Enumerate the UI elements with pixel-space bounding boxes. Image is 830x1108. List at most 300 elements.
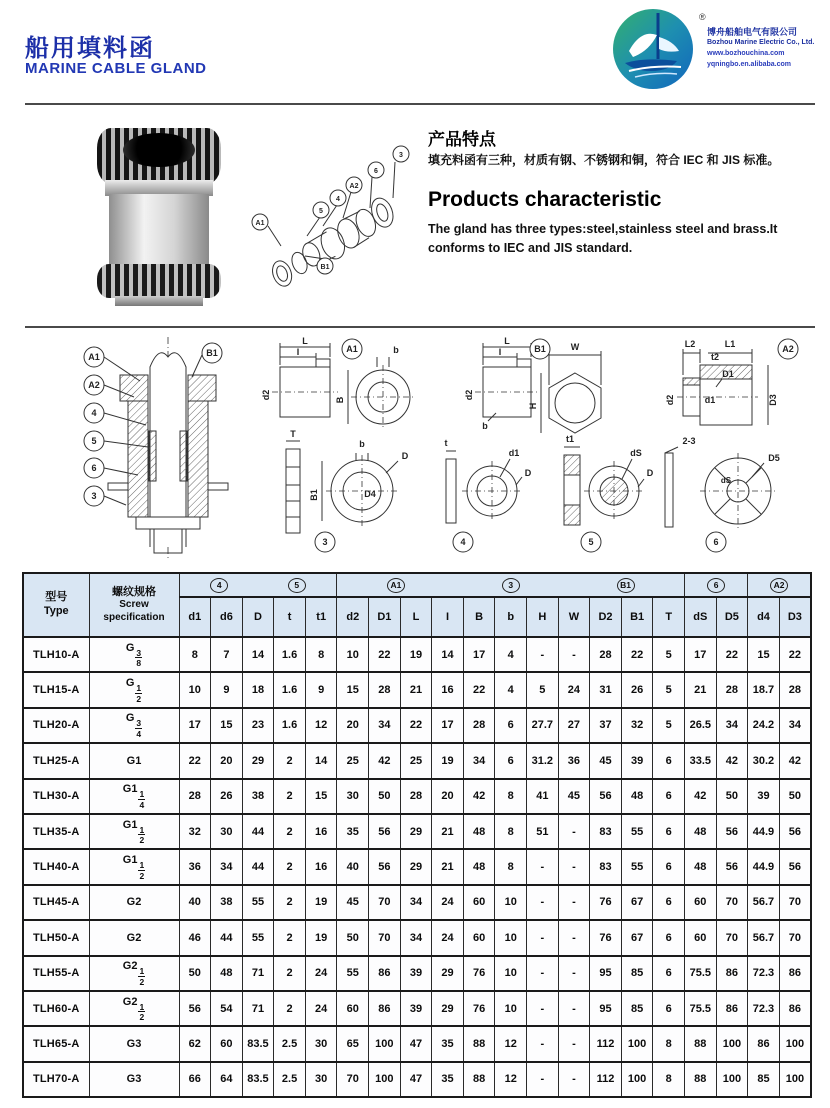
exploded-label-b1: B1 [320, 264, 330, 271]
cell-B1: 39 [621, 743, 653, 778]
cell-d4: 56.7 [748, 920, 780, 955]
group-label-4: 4 [210, 578, 228, 593]
header-screw-spec [89, 573, 179, 637]
cell-T: 6 [653, 920, 685, 955]
callout-6: 6 [91, 463, 97, 473]
cell-d6: 15 [211, 708, 243, 743]
cell-D5: 50 [716, 779, 748, 814]
cell-B: 17 [463, 637, 495, 672]
cell-t1: 19 [305, 920, 337, 955]
table-row [23, 991, 811, 1026]
cell-L: 39 [400, 991, 432, 1026]
cell-B: 42 [463, 779, 495, 814]
cell-d1: 50 [179, 956, 211, 991]
group-label-a1: A1 [387, 578, 405, 593]
column-header-T: T [653, 597, 685, 637]
cell-D1: 50 [369, 779, 401, 814]
cell-D5: 100 [716, 1062, 748, 1097]
cell-D5: 100 [716, 1026, 748, 1061]
cell-L: 19 [400, 637, 432, 672]
cell-d1: 62 [179, 1026, 211, 1061]
cell-D5: 34 [716, 708, 748, 743]
column-header-d2: d2 [337, 597, 369, 637]
cell-D: 23 [242, 708, 274, 743]
cell-d4: 39 [748, 779, 780, 814]
cell-d2: 25 [337, 743, 369, 778]
tag-5: 5 [588, 537, 594, 547]
cell-L: 47 [400, 1062, 432, 1097]
cell-screw-spec: G2 $\frac{1}{2}$ [89, 991, 179, 1026]
company-info [707, 27, 825, 70]
cell-D3: 50 [779, 779, 811, 814]
photo-top-hole [123, 133, 195, 167]
cell-dS: 17 [685, 637, 717, 672]
exploded-label-4: 4 [336, 196, 340, 203]
cell-B1: 67 [621, 920, 653, 955]
cell-d2: 15 [337, 672, 369, 707]
cell-t: 2 [274, 743, 306, 778]
cell-B: 88 [463, 1026, 495, 1061]
column-header-D3: D3 [779, 597, 811, 637]
cell-I: 20 [432, 779, 464, 814]
cell-D2: 37 [590, 708, 622, 743]
cell-D1: 70 [369, 885, 401, 920]
table-row [23, 637, 811, 672]
callout-b1: B1 [206, 348, 218, 358]
dim-b1-W: W [570, 342, 580, 352]
table-row [23, 1026, 811, 1061]
table-row [23, 672, 811, 707]
cell-W: 27 [558, 708, 590, 743]
cell-d2: 20 [337, 708, 369, 743]
cell-t1: 24 [305, 956, 337, 991]
column-header-dS: dS [685, 597, 717, 637]
cell-D1: 100 [369, 1062, 401, 1097]
cell-dS: 48 [685, 814, 717, 849]
cell-b: 10 [495, 991, 527, 1026]
exploded-label-a1: A1 [255, 220, 265, 227]
cell-d6: 34 [211, 849, 243, 884]
dim-a2-D3: D3 [768, 394, 778, 406]
column-header-D1: D1 [369, 597, 401, 637]
cell-D: 83.5 [242, 1026, 274, 1061]
cell-D2: 45 [590, 743, 622, 778]
column-header-t1: t1 [305, 597, 337, 637]
cell-B: 22 [463, 672, 495, 707]
cell-type: TLH40-A [23, 849, 89, 884]
cell-I: 17 [432, 708, 464, 743]
cell-H: - [527, 956, 559, 991]
cell-I: 16 [432, 672, 464, 707]
cell-screw-spec: G1 $\frac{1}{2}$ [89, 849, 179, 884]
column-header-d6: d6 [211, 597, 243, 637]
dim-5-t1: t1 [565, 434, 575, 444]
cell-screw-spec: G3 [89, 1026, 179, 1061]
cell-B: 34 [463, 743, 495, 778]
cell-type: TLH35-A [23, 814, 89, 849]
cell-d4: 18.7 [748, 672, 780, 707]
column-header-D: D [242, 597, 274, 637]
cell-b: 8 [495, 849, 527, 884]
cell-type: TLH50-A [23, 920, 89, 955]
dim-6-D5: D5 [768, 453, 780, 463]
column-header-W: W [558, 597, 590, 637]
cell-D2: 112 [590, 1026, 622, 1061]
cell-d2: 65 [337, 1026, 369, 1061]
cell-type: TLH10-A [23, 637, 89, 672]
cell-B: 48 [463, 814, 495, 849]
cell-I: 19 [432, 743, 464, 778]
company-logo [611, 7, 695, 91]
cell-d2: 35 [337, 814, 369, 849]
cell-d4: 85 [748, 1062, 780, 1097]
cell-d4: 72.3 [748, 991, 780, 1026]
dim-3-B1: B1 [309, 489, 319, 501]
cell-t: 2.5 [274, 1062, 306, 1097]
spec-table [22, 572, 812, 1098]
dim-b1-H: H [528, 402, 538, 410]
cell-B: 76 [463, 991, 495, 1026]
cell-d1: 32 [179, 814, 211, 849]
column-header-D5: D5 [716, 597, 748, 637]
dim-b1-b: b [482, 421, 488, 431]
cell-T: 6 [653, 991, 685, 1026]
column-header-d1: d1 [179, 597, 211, 637]
cell-H: - [527, 1062, 559, 1097]
cell-D1: 28 [369, 672, 401, 707]
header-screw-zh: 螺纹规格 [112, 585, 156, 598]
registered-trademark: ® [699, 12, 706, 22]
cell-H: - [527, 991, 559, 1026]
assembly-section-drawing [84, 337, 228, 559]
cell-d4: 24.2 [748, 708, 780, 743]
cell-t: 2 [274, 920, 306, 955]
cell-dS: 48 [685, 849, 717, 884]
cell-t1: 24 [305, 991, 337, 1026]
callout-4: 4 [91, 408, 97, 418]
cell-screw-spec: G2 [89, 920, 179, 955]
exploded-callouts [252, 146, 409, 274]
tag-a1: A1 [346, 344, 358, 354]
logo-circle-icon [613, 9, 693, 89]
cell-D5: 86 [716, 956, 748, 991]
cell-t: 2.5 [274, 1026, 306, 1061]
cell-W: - [558, 637, 590, 672]
dim-4-d1: d1 [508, 448, 520, 458]
cell-B1: 26 [621, 672, 653, 707]
dim-a2-D1: D1 [722, 369, 734, 379]
cell-d1: 46 [179, 920, 211, 955]
group-label-3: 3 [502, 578, 520, 593]
view-a2-drawing [677, 339, 798, 425]
callout-a1: A1 [88, 352, 100, 362]
dim-a2-t2: t2 [710, 352, 720, 362]
cell-L: 47 [400, 1026, 432, 1061]
header-screw-en1: Screw [119, 599, 149, 611]
cell-L: 25 [400, 743, 432, 778]
cell-b: 6 [495, 743, 527, 778]
cell-I: 24 [432, 920, 464, 955]
cell-I: 29 [432, 956, 464, 991]
cell-L: 34 [400, 885, 432, 920]
callout-5: 5 [91, 436, 97, 446]
cell-d6: 64 [211, 1062, 243, 1097]
cell-D2: 31 [590, 672, 622, 707]
cell-type: TLH70-A [23, 1062, 89, 1097]
cell-T: 5 [653, 637, 685, 672]
dim-5-D: D [646, 468, 654, 478]
cell-t1: 14 [305, 743, 337, 778]
dim-3-D4: D4 [364, 489, 376, 499]
cell-D3: 56 [779, 849, 811, 884]
cell-d4: 56.7 [748, 885, 780, 920]
cell-B: 28 [463, 708, 495, 743]
cell-d6: 60 [211, 1026, 243, 1061]
cell-type: TLH60-A [23, 991, 89, 1026]
cell-screw-spec: G1 [89, 743, 179, 778]
table-row [23, 956, 811, 991]
dim-3-T: T [290, 429, 296, 439]
cell-type: TLH55-A [23, 956, 89, 991]
cell-dS: 60 [685, 885, 717, 920]
technical-drawings [22, 335, 812, 565]
cell-d2: 70 [337, 1062, 369, 1097]
table-row [23, 743, 811, 778]
cell-d1: 17 [179, 708, 211, 743]
tag-a2: A2 [782, 344, 794, 354]
cell-D5: 70 [716, 885, 748, 920]
cell-T: 5 [653, 708, 685, 743]
cell-D2: 28 [590, 637, 622, 672]
cell-dS: 75.5 [685, 991, 717, 1026]
cell-D3: 22 [779, 637, 811, 672]
company-url-1: www.bozhouchina.com [707, 50, 785, 57]
cell-D3: 70 [779, 885, 811, 920]
cell-D1: 22 [369, 637, 401, 672]
cell-d6: 26 [211, 779, 243, 814]
dim-a2-d2: d2 [665, 394, 675, 406]
cell-dS: 88 [685, 1026, 717, 1061]
cell-screw-spec: G1 $\frac{1}{2}$ [89, 814, 179, 849]
cell-D3: 34 [779, 708, 811, 743]
tag-b1: B1 [534, 344, 546, 354]
cell-T: 6 [653, 779, 685, 814]
cell-t: 1.6 [274, 637, 306, 672]
group-header-a1-3-b1 [337, 573, 685, 597]
dim-3-b: b [359, 439, 365, 449]
dim-4-t: t [444, 438, 448, 448]
cell-D2: 83 [590, 849, 622, 884]
cell-d6: 38 [211, 885, 243, 920]
group-label-6: 6 [707, 578, 725, 593]
cell-d6: 54 [211, 991, 243, 1026]
cell-d2: 55 [337, 956, 369, 991]
tag-3: 3 [322, 537, 328, 547]
cell-D1: 86 [369, 956, 401, 991]
cell-dS: 42 [685, 779, 717, 814]
cell-b: 10 [495, 885, 527, 920]
cell-D: 83.5 [242, 1062, 274, 1097]
column-header-t: t [274, 597, 306, 637]
cell-type: TLH20-A [23, 708, 89, 743]
cell-D: 55 [242, 885, 274, 920]
header-type-zh: 型号 [45, 591, 68, 604]
exploded-label-a2: A2 [349, 183, 359, 190]
cell-D: 44 [242, 849, 274, 884]
cell-T: 6 [653, 849, 685, 884]
cell-d1: 66 [179, 1062, 211, 1097]
cell-t1: 15 [305, 779, 337, 814]
section-divider [25, 326, 815, 328]
cell-D5: 28 [716, 672, 748, 707]
cell-b: 8 [495, 779, 527, 814]
features-heading-en: Products characteristic [428, 188, 662, 211]
cell-D2: 95 [590, 991, 622, 1026]
dim-b1-L: L [504, 336, 510, 346]
table-row [23, 1062, 811, 1097]
view-3-drawing [286, 441, 398, 552]
cell-B1: 100 [621, 1062, 653, 1097]
dim-a2-L2: L2 [684, 339, 696, 349]
cell-H: - [527, 1026, 559, 1061]
column-header-D2: D2 [590, 597, 622, 637]
cell-D3: 28 [779, 672, 811, 707]
cell-t1: 12 [305, 708, 337, 743]
table-row [23, 849, 811, 884]
cell-d6: 20 [211, 743, 243, 778]
cell-t1: 30 [305, 1026, 337, 1061]
cell-D: 71 [242, 991, 274, 1026]
column-header-b: b [495, 597, 527, 637]
cell-D: 14 [242, 637, 274, 672]
exploded-label-6: 6 [374, 168, 378, 175]
cell-I: 14 [432, 637, 464, 672]
cell-L: 28 [400, 779, 432, 814]
cell-b: 12 [495, 1026, 527, 1061]
cell-t: 2 [274, 849, 306, 884]
cell-D2: 95 [590, 956, 622, 991]
photo-bottom-knurled-ring [97, 264, 221, 298]
cell-B1: 67 [621, 885, 653, 920]
cell-B1: 55 [621, 849, 653, 884]
table-row [23, 779, 811, 814]
cell-screw-spec: G $\frac{3}{4}$ [89, 708, 179, 743]
cell-dS: 33.5 [685, 743, 717, 778]
cell-T: 6 [653, 743, 685, 778]
cell-dS: 88 [685, 1062, 717, 1097]
cell-t: 2 [274, 956, 306, 991]
cell-d2: 40 [337, 849, 369, 884]
cell-W: 36 [558, 743, 590, 778]
features-body-en: The gland has three types:steel,stainless steel and brass.It conforms to IEC and JIS standard. [428, 222, 778, 255]
dim-a1-I: I [296, 347, 300, 357]
cell-b: 6 [495, 708, 527, 743]
product-photo [85, 128, 233, 308]
cell-d2: 50 [337, 920, 369, 955]
cell-dS: 26.5 [685, 708, 717, 743]
cell-B: 60 [463, 885, 495, 920]
header-type [23, 573, 89, 637]
cell-type: TLH25-A [23, 743, 89, 778]
cell-D3: 86 [779, 956, 811, 991]
dim-a1-B: B [335, 396, 345, 404]
company-name-en: Bozhou Marine Electric Co., Ltd. [707, 39, 815, 47]
table-group-row [23, 573, 811, 597]
cell-B1: 22 [621, 637, 653, 672]
cell-d4: 15 [748, 637, 780, 672]
column-header-B: B [463, 597, 495, 637]
cell-B1: 48 [621, 779, 653, 814]
cell-D: 29 [242, 743, 274, 778]
cell-W: - [558, 991, 590, 1026]
cell-H: 5 [527, 672, 559, 707]
cell-D: 71 [242, 956, 274, 991]
cell-B1: 32 [621, 708, 653, 743]
cell-W: - [558, 814, 590, 849]
cell-d6: 48 [211, 956, 243, 991]
table-row [23, 708, 811, 743]
exploded-label-5: 5 [319, 208, 323, 215]
cell-b: 10 [495, 956, 527, 991]
dim-a1-b: b [393, 345, 399, 355]
cell-D2: 76 [590, 885, 622, 920]
cell-type: TLH15-A [23, 672, 89, 707]
header-type-en: Type [43, 605, 69, 617]
features-body-zh: 填充料函有三种，材质有钢、不锈钢和铜，符合 IEC 和 JIS 标准。 [428, 153, 780, 167]
company-name-zh: 博舟船舶电气有限公司 [707, 27, 798, 37]
cell-H: - [527, 920, 559, 955]
exploded-label-3: 3 [399, 152, 403, 159]
cell-H: 31.2 [527, 743, 559, 778]
cell-D1: 56 [369, 814, 401, 849]
cell-D5: 56 [716, 814, 748, 849]
cell-D3: 100 [779, 1026, 811, 1061]
cell-d4: 30.2 [748, 743, 780, 778]
cell-t1: 8 [305, 637, 337, 672]
cell-B: 76 [463, 956, 495, 991]
cell-screw-spec: G2 $\frac{1}{2}$ [89, 956, 179, 991]
cell-d1: 28 [179, 779, 211, 814]
dim-a1-d2: d2 [261, 389, 271, 401]
cell-I: 24 [432, 885, 464, 920]
cell-d1: 22 [179, 743, 211, 778]
view-6-drawing [665, 447, 776, 552]
page-title-en: MARINE CABLE GLAND [25, 60, 207, 77]
view-5-drawing [564, 447, 644, 552]
cell-t: 2 [274, 814, 306, 849]
cell-L: 21 [400, 672, 432, 707]
cell-D3: 70 [779, 920, 811, 955]
cell-D5: 70 [716, 920, 748, 955]
cell-D2: 76 [590, 920, 622, 955]
cell-t1: 16 [305, 849, 337, 884]
cell-H: 27.7 [527, 708, 559, 743]
cell-L: 29 [400, 849, 432, 884]
cell-screw-spec: G3 [89, 1062, 179, 1097]
cell-B1: 55 [621, 814, 653, 849]
view-4-drawing [446, 451, 522, 552]
cell-d4: 44.9 [748, 849, 780, 884]
cell-H: 41 [527, 779, 559, 814]
cell-B: 88 [463, 1062, 495, 1097]
cell-d1: 40 [179, 885, 211, 920]
cell-d4: 86 [748, 1026, 780, 1061]
exploded-parts-diagram [243, 138, 423, 303]
callout-a2: A2 [88, 380, 100, 390]
dim-a2-d1: d1 [704, 395, 716, 405]
cell-B: 60 [463, 920, 495, 955]
cell-I: 29 [432, 991, 464, 1026]
